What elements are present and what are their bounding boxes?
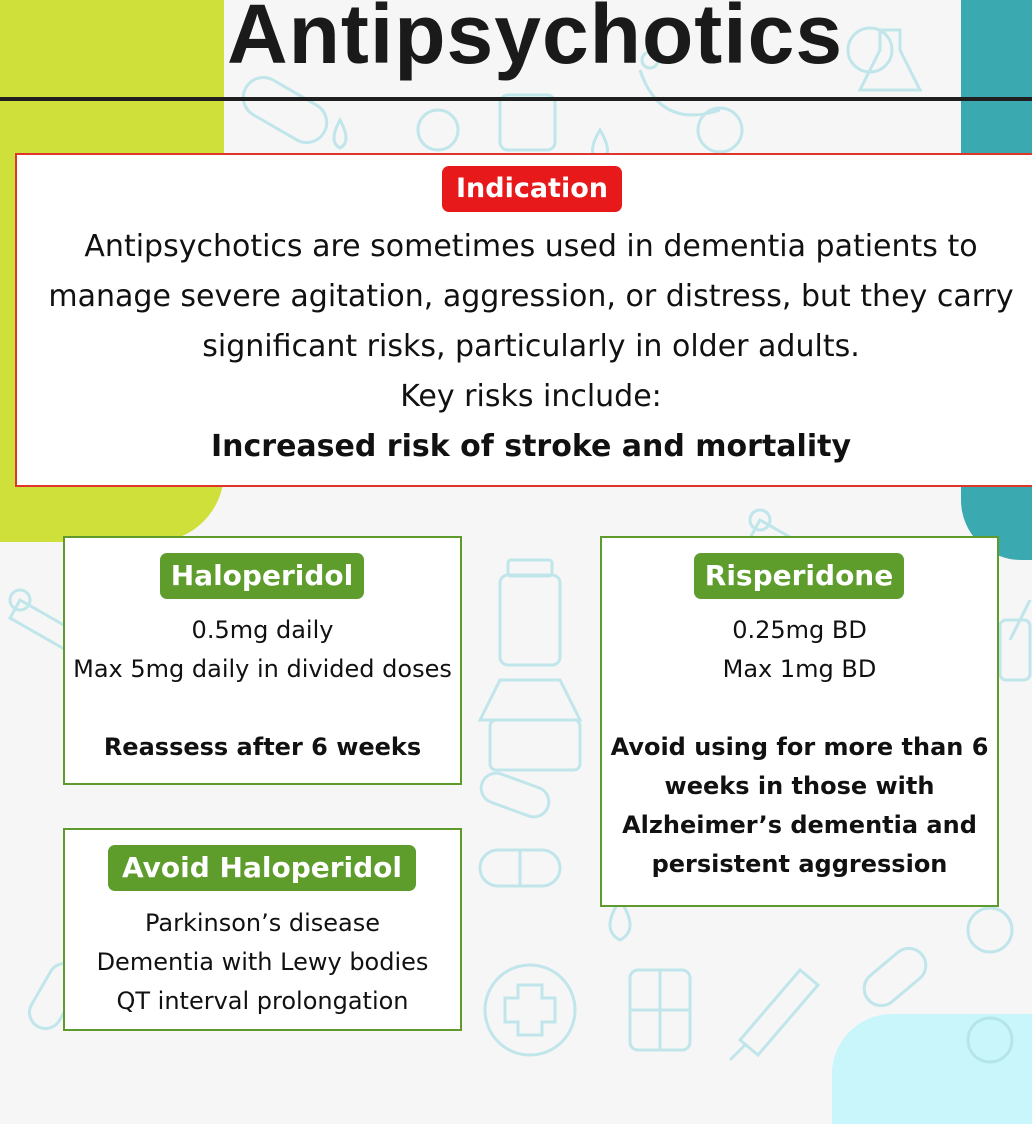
haloperidol-dose: 0.5mg daily: [191, 616, 334, 644]
capsule-icon: [857, 941, 932, 1012]
contraindication-item: QT interval prolongation: [116, 987, 409, 1015]
contraindication-item: Parkinson’s disease: [144, 909, 381, 937]
medical-cross-icon: [485, 965, 575, 1055]
blister-pack-icon: [630, 970, 690, 1050]
risperidone-note-line: persistent aggression: [651, 850, 948, 878]
avoid-haloperidol-badge: Avoid Haloperidol: [108, 845, 416, 891]
haloperidol-max-dose: Max 5mg daily in divided doses: [73, 655, 452, 683]
indication-line: Antipsychotics are sometimes used in dementia patients to: [84, 229, 978, 264]
haloperidol-badge: Haloperidol: [160, 553, 364, 599]
key-risk-text: Increased risk of stroke and mortality: [210, 429, 852, 464]
page-title: Antipsychotics: [226, 0, 844, 81]
indication-line: manage severe agitation, aggression, or distress, but they carry: [48, 279, 1014, 314]
pill-icon: [480, 850, 560, 886]
syringe-icon-mid: [1000, 600, 1030, 680]
risperidone-dose: 0.25mg BD: [732, 616, 867, 644]
risperidone-note-line: Alzheimer’s dementia and: [622, 811, 977, 839]
indication-text: [15, 222, 1032, 472]
risperidone-note-line: Avoid using for more than 6: [610, 733, 989, 761]
medicine-cup-icon: [480, 680, 580, 770]
jar-icon: [500, 95, 555, 150]
indication-line: Key risks include:: [400, 379, 662, 414]
risperidone-note-line: weeks in those with: [664, 772, 935, 800]
title-underline: [0, 97, 1032, 101]
contraindication-item: Dementia with Lewy bodies: [96, 948, 429, 976]
syringe-icon: [730, 970, 818, 1060]
haloperidol-note: Reassess after 6 weeks: [103, 733, 422, 761]
risperidone-badge: Risperidone: [694, 553, 904, 599]
tablet-icon: [968, 908, 1012, 1062]
risperidone-max-dose: Max 1mg BD: [722, 655, 877, 683]
indication-line: significant risks, particularly in older adults.: [202, 329, 860, 364]
indication-badge: Indication: [442, 166, 622, 212]
pill-icon-right: [477, 769, 553, 821]
pill-bottle-icon: [500, 560, 560, 665]
